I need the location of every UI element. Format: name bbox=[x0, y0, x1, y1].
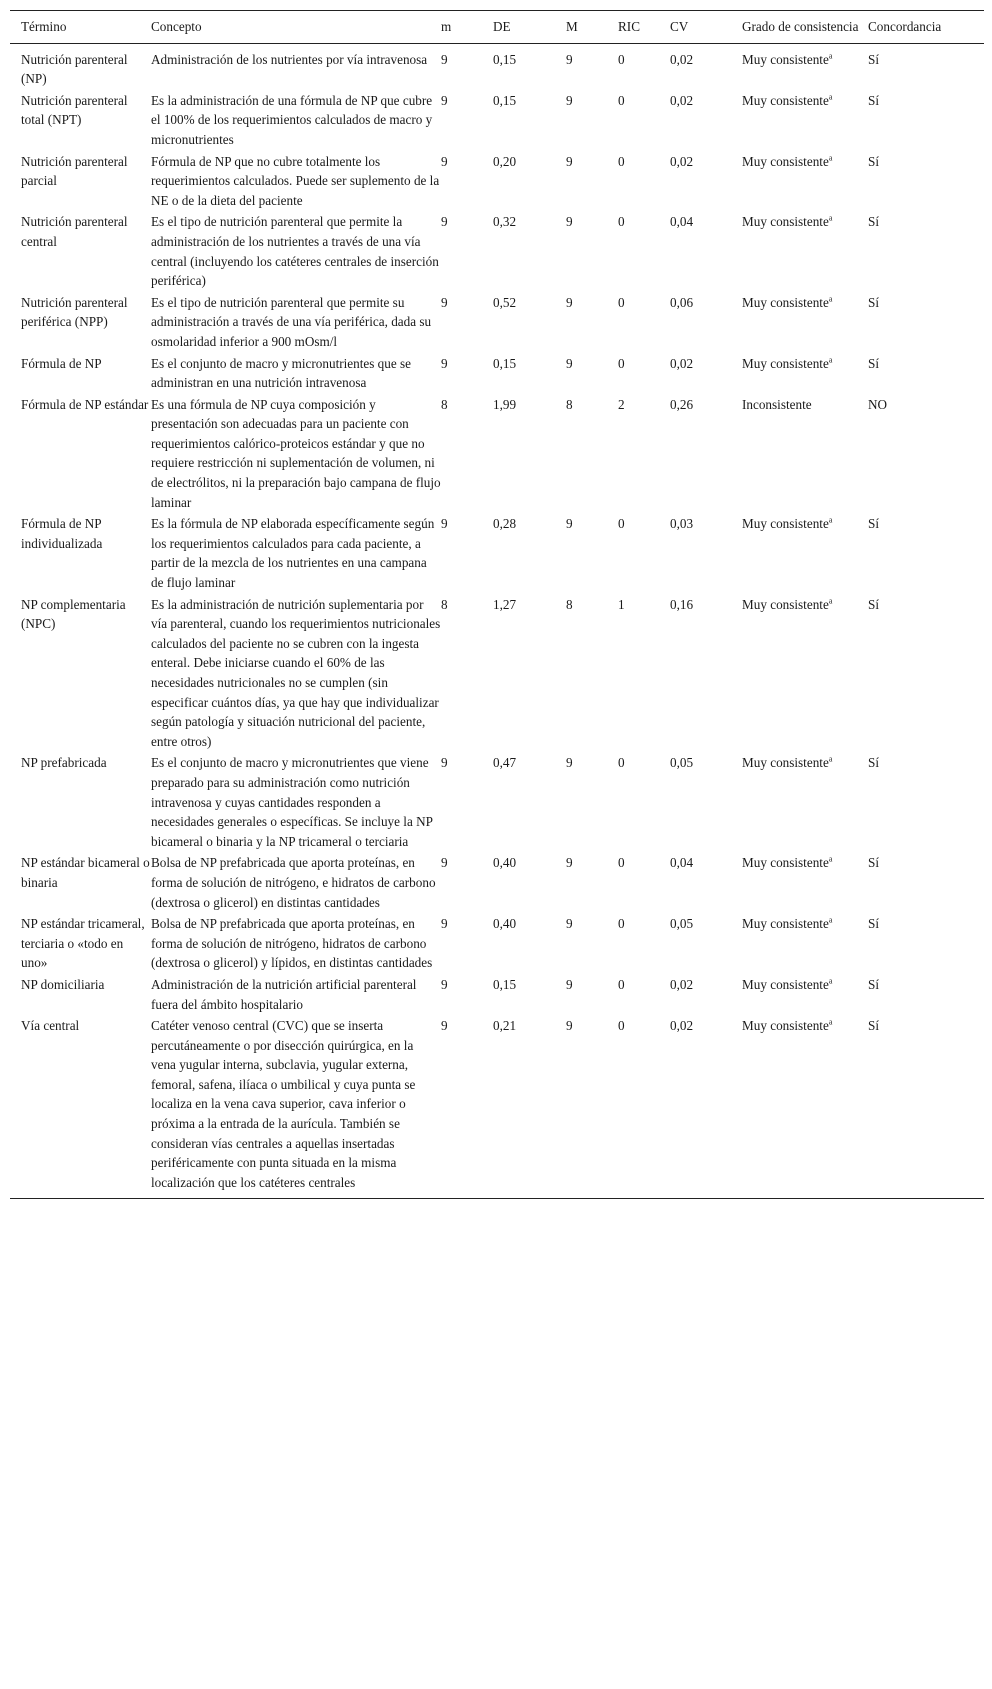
cell-concordancia bbox=[868, 595, 984, 754]
footnote-marker: a bbox=[828, 213, 833, 223]
cell-ric-text: 2 bbox=[618, 396, 625, 412]
cell-concordancia bbox=[868, 914, 984, 975]
cell-termino-text: NP estándar tricameral, terciaria o «todo en uno» bbox=[21, 916, 145, 971]
cell-concordancia bbox=[868, 514, 984, 594]
cell-grado bbox=[742, 354, 868, 395]
cell-de-text: 0,40 bbox=[493, 855, 517, 871]
cell-M-text: 9 bbox=[566, 516, 573, 532]
cell-m-text: 9 bbox=[441, 294, 448, 310]
cell-concordancia bbox=[868, 152, 984, 213]
cell-concepto-text: Es el conjunto de macro y micronutrientes que se administran en una nutrición intravenosa bbox=[151, 355, 412, 391]
cell-concepto-text: Administración de la nutrición artificial parenteral fuera del ámbito hospitalario bbox=[151, 976, 417, 1012]
cell-de-text: 0,15 bbox=[493, 92, 517, 108]
cell-ric-text: 0 bbox=[618, 92, 625, 108]
table-row bbox=[10, 395, 984, 515]
cell-m bbox=[441, 354, 493, 395]
cell-ric-text: 0 bbox=[618, 916, 625, 932]
cell-de bbox=[493, 91, 566, 152]
cell-termino bbox=[10, 395, 151, 515]
cell-grado bbox=[742, 91, 868, 152]
cell-cv-text: 0,04 bbox=[670, 214, 694, 230]
cell-M-text: 9 bbox=[566, 976, 573, 992]
cell-ric-text: 0 bbox=[618, 51, 625, 67]
cell-cv bbox=[670, 1016, 742, 1199]
cell-M bbox=[566, 354, 618, 395]
cell-concordancia-text: Sí bbox=[868, 355, 879, 371]
cell-de-text: 0,47 bbox=[493, 755, 517, 771]
footnote-marker: a bbox=[828, 153, 833, 163]
cell-concepto bbox=[151, 152, 441, 213]
cell-M bbox=[566, 43, 618, 91]
cell-termino-text: Fórmula de NP bbox=[21, 355, 102, 371]
cell-concordancia-text: Sí bbox=[868, 596, 879, 612]
cell-concepto bbox=[151, 212, 441, 292]
cell-grado-text: Muy consistente bbox=[742, 916, 829, 932]
header-M: M bbox=[566, 19, 578, 34]
cell-grado bbox=[742, 293, 868, 354]
cell-termino bbox=[10, 354, 151, 395]
cell-de bbox=[493, 914, 566, 975]
cell-cv bbox=[670, 43, 742, 91]
cell-cv bbox=[670, 975, 742, 1016]
cell-M bbox=[566, 914, 618, 975]
cell-termino bbox=[10, 91, 151, 152]
cell-grado-text: Muy consistente bbox=[742, 516, 829, 532]
cell-grado bbox=[742, 152, 868, 213]
cell-M-text: 9 bbox=[566, 214, 573, 230]
cell-concepto bbox=[151, 595, 441, 754]
cell-concordancia bbox=[868, 975, 984, 1016]
table-row bbox=[10, 753, 984, 853]
cell-concordancia-text: Sí bbox=[868, 916, 879, 932]
cell-ric bbox=[618, 43, 670, 91]
table-row bbox=[10, 152, 984, 213]
cell-cv bbox=[670, 354, 742, 395]
cell-ric bbox=[618, 152, 670, 213]
cell-termino-text: NP domiciliaria bbox=[21, 976, 105, 992]
cell-concepto-text: Catéter venoso central (CVC) que se inserta percutáneamente o por disección quirúrgica, en la vena yugular interna, subclavia, yugular externa, femoral, safena, ilíaca o umbilical y cuya punta se localiza en la vena cava superior, cava inferior o próxima a la entrada de la aurícula. También se consideran vías centrales a aquellas insertadas periféricamente con punta situada en la misma localización que los catéteres centrales bbox=[151, 1018, 416, 1190]
cell-m bbox=[441, 212, 493, 292]
cell-cv bbox=[670, 595, 742, 754]
cell-concepto-text: Es el tipo de nutrición parenteral que permite su administración a través de una vía periférica, dada su osmolaridad inferior a 900 mOsm/l bbox=[151, 294, 432, 349]
cell-termino-text: NP estándar bicameral o binaria bbox=[21, 855, 150, 890]
footnote-marker: a bbox=[828, 294, 833, 304]
cell-M bbox=[566, 975, 618, 1016]
cell-concepto-text: Es la administración de una fórmula de NP que cubre el 100% de los requerimientos calculados de macro y micronutrientes bbox=[151, 92, 433, 147]
cell-de bbox=[493, 975, 566, 1016]
cell-concordancia-text: Sí bbox=[868, 51, 879, 67]
cell-grado bbox=[742, 914, 868, 975]
cell-M-text: 9 bbox=[566, 355, 573, 371]
cell-m-text: 9 bbox=[441, 755, 448, 771]
cell-concordancia-text: Sí bbox=[868, 214, 879, 230]
cell-M-text: 9 bbox=[566, 755, 573, 771]
cell-de-text: 1,27 bbox=[493, 596, 517, 612]
cell-ric bbox=[618, 853, 670, 914]
header-ric: RIC bbox=[618, 19, 640, 34]
cell-M bbox=[566, 753, 618, 853]
cell-concordancia-text: Sí bbox=[868, 516, 879, 532]
cell-termino bbox=[10, 152, 151, 213]
cell-de bbox=[493, 1016, 566, 1199]
cell-cv-text: 0,06 bbox=[670, 294, 694, 310]
footnote-marker: a bbox=[828, 976, 833, 986]
header-cv: CV bbox=[670, 19, 689, 34]
table-row bbox=[10, 91, 984, 152]
cell-M bbox=[566, 853, 618, 914]
cell-concepto bbox=[151, 853, 441, 914]
cell-ric bbox=[618, 914, 670, 975]
cell-m-text: 9 bbox=[441, 51, 448, 67]
footnote-marker: a bbox=[828, 1017, 833, 1027]
cell-cv-text: 0,02 bbox=[670, 153, 694, 169]
cell-m bbox=[441, 395, 493, 515]
cell-concepto bbox=[151, 354, 441, 395]
cell-de-text: 0,15 bbox=[493, 976, 517, 992]
cell-cv bbox=[670, 293, 742, 354]
cell-concepto-text: Es la fórmula de NP elaborada específicamente según los requerimientos calculados para cada paciente, a partir de la mezcla de los nutrientes en una campana de flujo laminar bbox=[151, 516, 435, 591]
cell-termino-text: NP prefabricada bbox=[21, 755, 107, 771]
cell-concepto-text: Bolsa de NP prefabricada que aporta proteínas, en forma de solución de nitrógeno, hidratos de carbono (dextrosa o glicerol) y lípidos, en distintas cantidades bbox=[151, 916, 433, 971]
cell-ric bbox=[618, 395, 670, 515]
cell-de bbox=[493, 152, 566, 213]
cell-termino-text: Nutrición parenteral (NP) bbox=[21, 51, 128, 87]
cell-m bbox=[441, 514, 493, 594]
cell-grado-text: Muy consistente bbox=[742, 51, 829, 67]
cell-concordancia bbox=[868, 395, 984, 515]
cell-m-text: 9 bbox=[441, 976, 448, 992]
cell-M bbox=[566, 212, 618, 292]
cell-ric bbox=[618, 975, 670, 1016]
cell-termino-text: Fórmula de NP estándar bbox=[21, 396, 149, 412]
cell-grado bbox=[742, 514, 868, 594]
cell-grado bbox=[742, 395, 868, 515]
cell-de bbox=[493, 853, 566, 914]
cell-M-text: 8 bbox=[566, 396, 573, 412]
cell-M-text: 9 bbox=[566, 855, 573, 871]
header-row bbox=[10, 11, 984, 44]
cell-de-text: 0,15 bbox=[493, 355, 517, 371]
cell-cv-text: 0,05 bbox=[670, 755, 694, 771]
cell-ric-text: 0 bbox=[618, 755, 625, 771]
cell-m-text: 8 bbox=[441, 396, 448, 412]
cell-cv bbox=[670, 753, 742, 853]
cell-concordancia bbox=[868, 1016, 984, 1199]
cell-cv-text: 0,16 bbox=[670, 596, 694, 612]
cell-m bbox=[441, 152, 493, 213]
cell-de bbox=[493, 212, 566, 292]
cell-termino-text: NP complementaria (NPC) bbox=[21, 596, 126, 632]
footnote-marker: a bbox=[828, 596, 833, 606]
cell-grado-text: Muy consistente bbox=[742, 355, 829, 371]
cell-ric bbox=[618, 1016, 670, 1199]
cell-termino-text: Nutrición parenteral parcial bbox=[21, 153, 128, 189]
cell-ric-text: 0 bbox=[618, 1018, 625, 1034]
cell-termino bbox=[10, 975, 151, 1016]
cell-M-text: 9 bbox=[566, 92, 573, 108]
cell-de-text: 0,28 bbox=[493, 516, 517, 532]
cell-concordancia bbox=[868, 293, 984, 354]
cell-m-text: 9 bbox=[441, 916, 448, 932]
cell-concepto bbox=[151, 1016, 441, 1199]
cell-cv bbox=[670, 914, 742, 975]
cell-concepto-text: Es una fórmula de NP cuya composición y presentación son adecuadas para un paciente con requerimientos calórico-proteicos estándar y que no requiere restricción ni suplementación de volumen, ni de electrólitos, ni la preparación bajo campana de flujo laminar bbox=[151, 396, 441, 510]
cell-cv-text: 0,02 bbox=[670, 355, 694, 371]
cell-grado-text: Muy consistente bbox=[742, 153, 829, 169]
cell-termino bbox=[10, 293, 151, 354]
cell-ric-text: 0 bbox=[618, 516, 625, 532]
cell-ric-text: 0 bbox=[618, 214, 625, 230]
cell-m bbox=[441, 91, 493, 152]
cell-cv-text: 0,26 bbox=[670, 396, 694, 412]
cell-M bbox=[566, 152, 618, 213]
cell-M-text: 9 bbox=[566, 294, 573, 310]
cell-concepto bbox=[151, 43, 441, 91]
cell-concordancia bbox=[868, 354, 984, 395]
cell-grado bbox=[742, 43, 868, 91]
cell-termino bbox=[10, 1016, 151, 1199]
cell-concepto-text: Es el tipo de nutrición parenteral que permite la administración de los nutrientes a través de una vía central (incluyendo los catéteres centrales de inserción periférica) bbox=[151, 214, 439, 289]
header-m: m bbox=[441, 19, 452, 34]
table-row bbox=[10, 975, 984, 1016]
cell-de-text: 0,32 bbox=[493, 214, 517, 230]
footnote-marker: a bbox=[828, 92, 833, 102]
cell-cv-text: 0,03 bbox=[670, 516, 694, 532]
cell-M bbox=[566, 395, 618, 515]
cell-grado-text: Muy consistente bbox=[742, 596, 829, 612]
cell-de bbox=[493, 595, 566, 754]
cell-grado bbox=[742, 975, 868, 1016]
cell-termino bbox=[10, 595, 151, 754]
cell-concordancia-text: Sí bbox=[868, 855, 879, 871]
cell-grado-text: Muy consistente bbox=[742, 755, 829, 771]
cell-cv-text: 0,02 bbox=[670, 1018, 694, 1034]
cell-cv-text: 0,02 bbox=[670, 92, 694, 108]
cell-cv bbox=[670, 853, 742, 914]
header-concordancia: Concordancia bbox=[868, 19, 942, 34]
cell-m bbox=[441, 43, 493, 91]
cell-ric-text: 1 bbox=[618, 596, 625, 612]
cell-termino bbox=[10, 43, 151, 91]
cell-m bbox=[441, 293, 493, 354]
cell-grado bbox=[742, 853, 868, 914]
cell-M-text: 9 bbox=[566, 51, 573, 67]
cell-de bbox=[493, 354, 566, 395]
cell-concordancia bbox=[868, 853, 984, 914]
cell-concordancia-text: Sí bbox=[868, 1018, 879, 1034]
cell-concordancia-text: Sí bbox=[868, 755, 879, 771]
cell-de-text: 0,20 bbox=[493, 153, 517, 169]
cell-m-text: 8 bbox=[441, 596, 448, 612]
cell-cv-text: 0,04 bbox=[670, 855, 694, 871]
cell-M-text: 9 bbox=[566, 153, 573, 169]
cell-grado-text: Muy consistente bbox=[742, 92, 829, 108]
cell-m bbox=[441, 595, 493, 754]
header-de: DE bbox=[493, 19, 511, 34]
cell-m-text: 9 bbox=[441, 214, 448, 230]
cell-concordancia bbox=[868, 43, 984, 91]
cell-cv bbox=[670, 212, 742, 292]
footnote-marker: a bbox=[828, 51, 833, 61]
cell-ric-text: 0 bbox=[618, 153, 625, 169]
cell-M bbox=[566, 91, 618, 152]
cell-cv bbox=[670, 514, 742, 594]
cell-m bbox=[441, 853, 493, 914]
table-row bbox=[10, 43, 984, 91]
cell-grado-text: Muy consistente bbox=[742, 214, 829, 230]
cell-M bbox=[566, 514, 618, 594]
table-row bbox=[10, 595, 984, 754]
cell-termino bbox=[10, 914, 151, 975]
table-row bbox=[10, 914, 984, 975]
cell-m-text: 9 bbox=[441, 855, 448, 871]
cell-ric-text: 0 bbox=[618, 976, 625, 992]
cell-grado-text: Muy consistente bbox=[742, 1018, 829, 1034]
cell-de-text: 1,99 bbox=[493, 396, 517, 412]
cell-concepto bbox=[151, 514, 441, 594]
cell-m bbox=[441, 753, 493, 853]
cell-m bbox=[441, 914, 493, 975]
cell-concepto-text: Bolsa de NP prefabricada que aporta proteínas, en forma de solución de nitrógeno, e hidratos de carbono (dextrosa o glicerol) en distintas cantidades bbox=[151, 855, 436, 910]
cell-M bbox=[566, 1016, 618, 1199]
cell-de-text: 0,21 bbox=[493, 1018, 517, 1034]
cell-ric bbox=[618, 514, 670, 594]
cell-concordancia bbox=[868, 753, 984, 853]
cell-de-text: 0,40 bbox=[493, 916, 517, 932]
cell-termino bbox=[10, 853, 151, 914]
cell-termino-text: Fórmula de NP individualizada bbox=[21, 516, 103, 551]
cell-termino bbox=[10, 753, 151, 853]
cell-M bbox=[566, 293, 618, 354]
cell-m-text: 9 bbox=[441, 355, 448, 371]
cell-m bbox=[441, 975, 493, 1016]
cell-termino bbox=[10, 514, 151, 594]
cell-termino-text: Nutrición parenteral central bbox=[21, 214, 128, 249]
consensus-table bbox=[10, 10, 984, 1199]
cell-de bbox=[493, 293, 566, 354]
cell-ric bbox=[618, 753, 670, 853]
cell-grado bbox=[742, 212, 868, 292]
cell-M-text: 8 bbox=[566, 596, 573, 612]
cell-grado bbox=[742, 1016, 868, 1199]
cell-termino-text: Nutrición parenteral total (NPT) bbox=[21, 92, 128, 128]
cell-grado bbox=[742, 753, 868, 853]
header-grado: Grado de consistencia bbox=[742, 19, 859, 34]
table-row bbox=[10, 1016, 984, 1199]
cell-cv bbox=[670, 395, 742, 515]
cell-de bbox=[493, 753, 566, 853]
footnote-marker: a bbox=[828, 854, 833, 864]
cell-ric-text: 0 bbox=[618, 294, 625, 310]
table-row bbox=[10, 293, 984, 354]
footnote-marker: a bbox=[828, 355, 833, 365]
cell-m-text: 9 bbox=[441, 516, 448, 532]
footnote-marker: a bbox=[828, 754, 833, 764]
cell-cv bbox=[670, 91, 742, 152]
cell-concepto-text: Es el conjunto de macro y micronutrientes que viene preparado para su administración como nutrición intravenosa y cuyas cantidades responden a necesidades generales o específicas. Se incluye la NP bicameral o binaria y la NP tricameral o terciaria bbox=[151, 755, 433, 849]
cell-concepto-text: Administración de los nutrientes por vía intravenosa bbox=[151, 51, 428, 67]
cell-cv-text: 0,02 bbox=[670, 976, 694, 992]
cell-concordancia bbox=[868, 91, 984, 152]
table-row bbox=[10, 354, 984, 395]
cell-m bbox=[441, 1016, 493, 1199]
cell-grado-text: Muy consistente bbox=[742, 294, 829, 310]
cell-ric bbox=[618, 91, 670, 152]
table-row bbox=[10, 514, 984, 594]
header-termino: Término bbox=[21, 19, 67, 34]
table-row bbox=[10, 212, 984, 292]
cell-cv-text: 0,05 bbox=[670, 916, 694, 932]
cell-cv-text: 0,02 bbox=[670, 51, 694, 67]
cell-de-text: 0,15 bbox=[493, 51, 517, 67]
cell-grado-text: Inconsistente bbox=[742, 396, 812, 412]
cell-grado bbox=[742, 595, 868, 754]
cell-de-text: 0,52 bbox=[493, 294, 517, 310]
cell-M bbox=[566, 595, 618, 754]
table-row bbox=[10, 853, 984, 914]
cell-ric-text: 0 bbox=[618, 855, 625, 871]
cell-concepto bbox=[151, 975, 441, 1016]
table-body bbox=[10, 43, 984, 1199]
cell-cv bbox=[670, 152, 742, 213]
cell-concepto bbox=[151, 753, 441, 853]
cell-termino bbox=[10, 212, 151, 292]
cell-concordancia bbox=[868, 212, 984, 292]
header-concepto: Concepto bbox=[151, 19, 202, 34]
cell-concepto bbox=[151, 91, 441, 152]
cell-m-text: 9 bbox=[441, 1018, 448, 1034]
footnote-marker: a bbox=[828, 915, 833, 925]
cell-de bbox=[493, 514, 566, 594]
cell-grado-text: Muy consistente bbox=[742, 976, 829, 992]
cell-termino-text: Nutrición parenteral periférica (NPP) bbox=[21, 294, 128, 330]
cell-M-text: 9 bbox=[566, 1018, 573, 1034]
cell-concordancia-text: NO bbox=[868, 396, 888, 412]
cell-concepto bbox=[151, 395, 441, 515]
cell-M-text: 9 bbox=[566, 916, 573, 932]
cell-concepto bbox=[151, 293, 441, 354]
cell-termino-text: Vía central bbox=[21, 1018, 80, 1034]
cell-concordancia-text: Sí bbox=[868, 153, 879, 169]
cell-ric bbox=[618, 595, 670, 754]
cell-concepto-text: Fórmula de NP que no cubre totalmente los requerimientos calculados. Puede ser suplemento de la NE o de la dieta del paciente bbox=[151, 153, 440, 208]
cell-ric bbox=[618, 212, 670, 292]
cell-concordancia-text: Sí bbox=[868, 92, 879, 108]
footnote-marker: a bbox=[828, 515, 833, 525]
cell-ric bbox=[618, 293, 670, 354]
cell-m-text: 9 bbox=[441, 153, 448, 169]
cell-ric-text: 0 bbox=[618, 355, 625, 371]
cell-de bbox=[493, 395, 566, 515]
cell-concordancia-text: Sí bbox=[868, 294, 879, 310]
cell-concepto bbox=[151, 914, 441, 975]
cell-grado-text: Muy consistente bbox=[742, 855, 829, 871]
cell-concordancia-text: Sí bbox=[868, 976, 879, 992]
cell-ric bbox=[618, 354, 670, 395]
cell-de bbox=[493, 43, 566, 91]
cell-m-text: 9 bbox=[441, 92, 448, 108]
cell-concepto-text: Es la administración de nutrición suplementaria por vía parenteral, cuando los requerimientos nutricionales calculados del paciente no se cubren con la ingesta enteral. Debe iniciarse cuando el 60% de las necesidades nutricionales no se cumplen (sin especificar cuántos días, ya que hay que individualizar según patología y situación nutricional del paciente, entre otros) bbox=[151, 596, 441, 749]
